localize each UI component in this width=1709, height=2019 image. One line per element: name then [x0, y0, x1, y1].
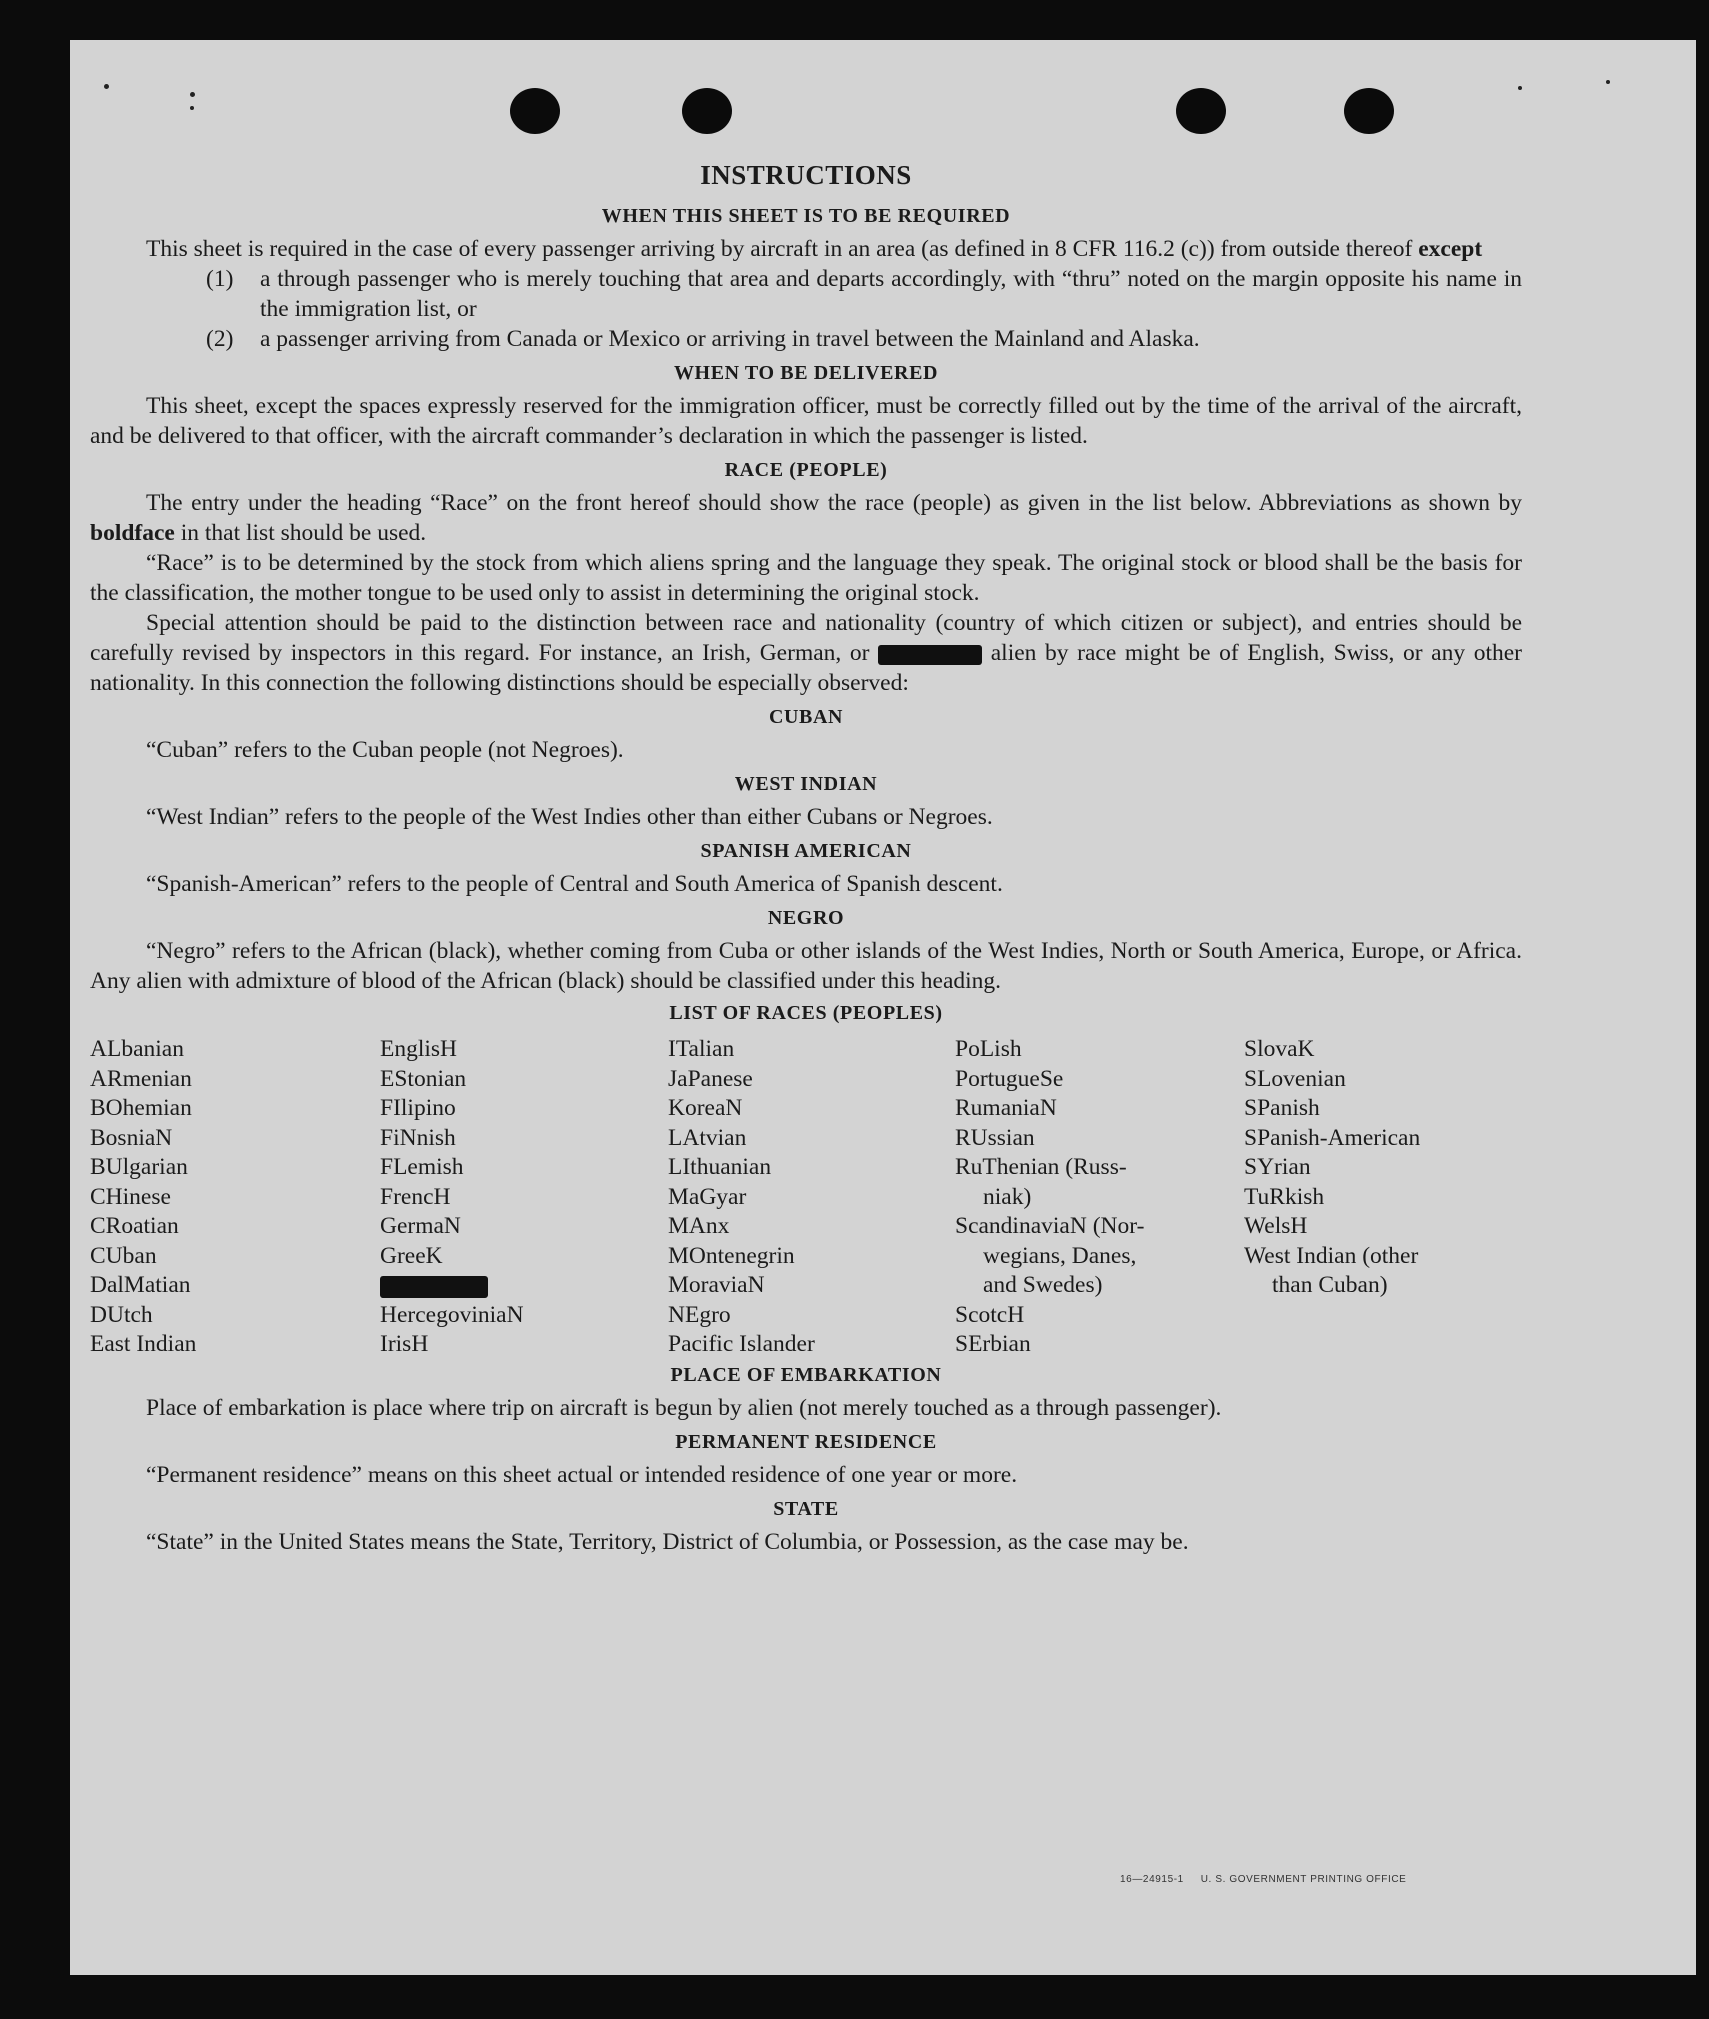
race-entry: wegians, Danes, [983, 1242, 1137, 1269]
race-entry: ITalian [668, 1036, 735, 1062]
page-title: INSTRUCTIONS [700, 160, 912, 190]
race-entry: FiNnish [380, 1124, 456, 1151]
race-entry: MOntenegrin [668, 1242, 795, 1269]
race-entry: than Cuban) [1272, 1272, 1388, 1298]
punch-hole [1344, 88, 1394, 134]
race-entry: ALbanian [90, 1036, 184, 1062]
punch-hole [510, 88, 560, 134]
race-paragraph-3: Special attention should be paid to the distinction between race and nationality (country of which citizen or subject), and entries should be carefully revised by inspectors in this regard. For instance, an Irish, German, or alien by race might be of English, Swiss, or any other nationality. In this connection the following distinctions should be especially observed: [90, 610, 1523, 696]
scan-speck [1606, 80, 1610, 84]
race-entry: TuRkish [1244, 1183, 1325, 1210]
race-column [380, 1035, 668, 1360]
race-entry: MoraviaN [668, 1272, 765, 1298]
scan-speck [190, 106, 194, 110]
race-paragraph-1: The entry under the heading “Race” on the front hereof should show the race (people) as given in the list below. Abbreviations as shown by boldface in that list should be used. [90, 490, 1522, 546]
race-entry: East Indian [90, 1331, 197, 1357]
scan-speck [104, 84, 109, 89]
required-intro: This sheet is required in the case of every passenger arriving by aircraft in an area (as defined in 8 CFR 116.2 (c)) from outside thereof except [146, 236, 1483, 262]
race-entry: BUlgarian [90, 1154, 188, 1180]
race-entry: PortugueSe [955, 1065, 1064, 1092]
race-entry: BosniaN [90, 1124, 173, 1151]
state-text: “State” in the United States means the State, Territory, District of Columbia, or Possession, as the case may be. [146, 1528, 1189, 1555]
section-heading-list: LIST OF RACES (PEOPLES) [669, 1002, 943, 1024]
race-column [955, 1035, 1244, 1360]
residence-text: “Permanent residence” means on this sheet actual or intended residence of one year or more. [146, 1461, 1018, 1488]
punch-hole [1176, 88, 1226, 134]
race-entry: WelsH [1244, 1213, 1308, 1239]
race-entry: Pacific Islander [668, 1331, 815, 1357]
race-entry: MAnx [668, 1213, 730, 1239]
exception-item: (1) a through passenger who is merely touching that area and departs accordingly, with “thru” noted on the margin opposite his name in the immigration list, or [206, 266, 1522, 322]
race-entry: PoLish [955, 1036, 1022, 1062]
race-entry: JaPanese [668, 1065, 753, 1092]
race-entry: FrencH [380, 1183, 451, 1210]
printer-imprint: U. S. GOVERNMENT PRINTING OFFICE [1200, 1874, 1407, 1885]
punch-hole [682, 88, 732, 134]
race-entry: CHinese [90, 1183, 171, 1210]
section-heading-negro: NEGRO [767, 907, 845, 929]
race-entry: SYrian [1244, 1154, 1311, 1180]
race-entry: ARmenian [90, 1065, 192, 1092]
scan-speck [190, 92, 195, 97]
race-entry: HercegoviniaN [380, 1301, 524, 1328]
race-entry: EnglisH [380, 1036, 458, 1062]
race-entry: IrisH [380, 1331, 429, 1357]
race-entry: RuThenian (Russ- [955, 1154, 1127, 1180]
section-heading-cuban: CUBAN [768, 706, 844, 728]
race-entry: ScotcH [955, 1301, 1025, 1328]
redaction-mark [878, 645, 982, 665]
race-entry: MaGyar [668, 1183, 747, 1210]
section-heading-embarkation: PLACE OF EMBARKATION [670, 1363, 942, 1386]
race-entry: LAtvian [668, 1124, 747, 1151]
race-entry: and Swedes) [983, 1272, 1103, 1298]
race-paragraph-2: “Race” is to be determined by the stock from which aliens spring and the language they speak. The original stock or blood shall be the basis for the classification, the mother tongue to be used only to assist in determining the original stock. [90, 550, 1522, 606]
race-entry: CUban [90, 1242, 157, 1269]
scan-speck [1518, 86, 1522, 90]
race-entry: SLovenian [1244, 1065, 1346, 1092]
race-entry: CRoatian [90, 1213, 179, 1239]
race-entry: LIthuanian [668, 1154, 772, 1180]
race-entry: RumaniaN [955, 1095, 1057, 1121]
race-entry: SPanish-American [1244, 1124, 1421, 1151]
delivered-text: This sheet, except the spaces expressly reserved for the immigration officer, must be correctly filled out by the time of the arrival of the aircraft, and be delivered to that officer, with the aircraft commander’s declaration in which the passenger is listed. [90, 393, 1522, 449]
form-number: 16—24915-1 [1120, 1874, 1184, 1885]
embarkation-text: Place of embarkation is place where trip on aircraft is begun by alien (not merely touched as a through passenger). [146, 1394, 1222, 1421]
negro-text: “Negro” refers to the African (black), whether coming from Cuba or other islands of the West Indies, North or South America, Europe, or Africa. Any alien with admixture of blood of the African (black) should be classified under this heading. [90, 938, 1522, 994]
except-bold: except [1418, 236, 1483, 262]
race-entry: RUssian [955, 1124, 1035, 1151]
race-entry: FLemish [380, 1154, 464, 1180]
race-entry: SErbian [955, 1331, 1031, 1357]
redaction-mark [380, 1276, 488, 1298]
race-entry: KoreaN [668, 1095, 743, 1121]
race-entry: GermaN [380, 1213, 461, 1239]
section-heading-state: STATE [773, 1497, 839, 1520]
printer-footer [1120, 1874, 1406, 1885]
document-page [70, 40, 1696, 1975]
instructions-content [90, 160, 1522, 1557]
race-column [90, 1035, 380, 1360]
section-heading-residence: PERMANENT RESIDENCE [675, 1430, 937, 1453]
spanish-american-text: “Spanish-American” refers to the people of Central and South America of Spanish descent. [146, 871, 1003, 897]
race-list [90, 1035, 1522, 1360]
exception-item: (2) a passenger arriving from Canada or Mexico or arriving in travel between the Mainland and Alaska. [206, 326, 1200, 352]
section-heading-spanish-american: SPANISH AMERICAN [700, 840, 912, 862]
race-entry: ScandinaviaN (Nor- [955, 1213, 1145, 1239]
race-entry: SPanish [1244, 1095, 1320, 1121]
race-entry: GreeK [380, 1242, 443, 1269]
race-column [668, 1035, 955, 1360]
race-entry: niak) [983, 1183, 1032, 1210]
west-indian-text: “West Indian” refers to the people of the West Indies other than either Cubans or Negroes. [146, 804, 993, 830]
race-column [1244, 1035, 1514, 1360]
race-entry: BOhemian [90, 1095, 192, 1121]
section-heading-required: WHEN THIS SHEET IS TO BE REQUIRED [601, 205, 1011, 227]
cuban-text: “Cuban” refers to the Cuban people (not Negroes). [146, 737, 624, 763]
race-entry: NEgro [668, 1301, 731, 1328]
section-heading-delivered: WHEN TO BE DELIVERED [673, 362, 939, 384]
race-entry: FIlipino [380, 1095, 456, 1121]
race-entry: DalMatian [90, 1272, 191, 1298]
section-heading-race: RACE (PEOPLE) [724, 459, 888, 481]
race-entry: West Indian (other [1244, 1242, 1419, 1269]
race-entry-redacted [380, 1271, 668, 1301]
race-entry: EStonian [380, 1065, 467, 1092]
race-entry: DUtch [90, 1301, 153, 1328]
section-heading-west-indian: WEST INDIAN [734, 773, 878, 795]
race-entry: SlovaK [1244, 1036, 1315, 1062]
